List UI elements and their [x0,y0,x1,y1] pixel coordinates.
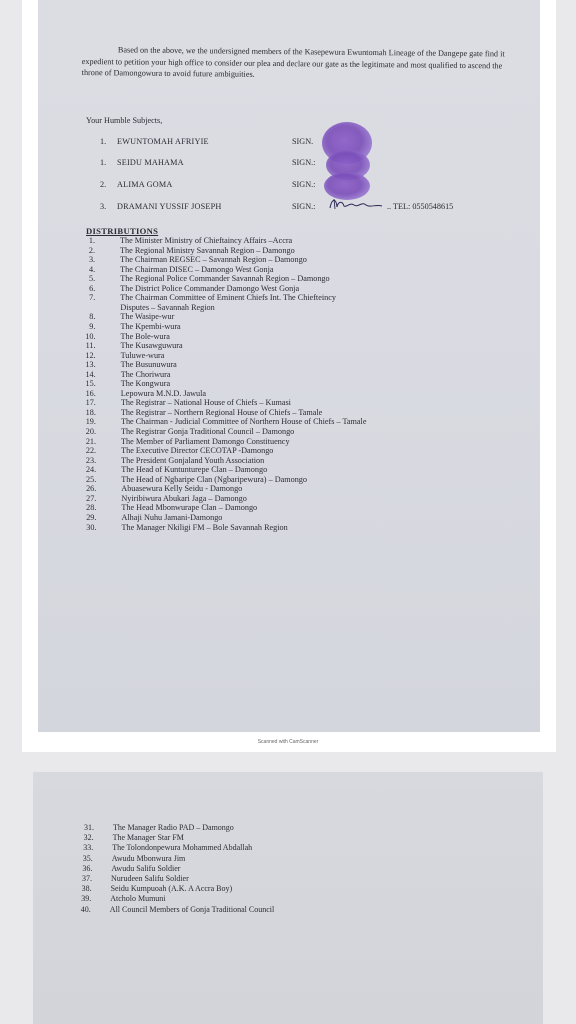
list-item-text: The Head Mbonwurape Clan – Damongo [121,503,258,513]
sign-label: SIGN.: [292,158,316,167]
list-item-text: The Manager Radio PAD – Damongo [113,823,234,832]
list-item-number: 2. [88,245,96,255]
list-item-number: 12. [85,350,96,360]
signatory-number: 2. [100,180,107,189]
list-item-number: 22. [85,446,97,456]
list-item-text: All Council Members of Gonja Traditional Council [109,904,275,914]
list-item-text: The Chairman REGSEC – Savannah Region – Damongo [120,255,307,265]
list-item-text: The Executive Director CECOTAP -Damongo [121,446,274,456]
telephone-number: .. TEL: 0550548615 [387,202,454,211]
list-item-text: The Registrar – National House of Chiefs – Kumasi [120,398,291,408]
list-item-text: The Head of Ngbaripe Clan (Ngbaripewura) – Damongo [121,474,307,484]
list-item-number: 33. [83,843,94,853]
list-item-number: 38. [81,884,92,894]
list-item-number: 20. [85,427,96,436]
list-item-number: 8. [89,312,96,322]
list-item-text: The Regional Police Commander Savannah Region – Damongo [120,274,330,284]
list-item-text: The Regional Ministry Savannah Region – Damongo [120,245,295,255]
list-item-number: 17. [85,398,96,408]
list-item-text: The Registrar – Northern Regional House of Chiefs – Tamale [120,407,323,417]
list-item-text: Awudu Salifu Soldier [111,863,181,873]
list-item-text: The Kusawguwura [120,341,183,351]
list-item-text: Atcholo Mumuni [110,894,166,904]
signatory-number: 3. [100,202,107,211]
list-item-number: 5. [89,274,96,284]
list-item-number: 27. [86,493,97,503]
list-item-text: The Wasipe-wur [120,312,175,322]
list-item-number: 31. [84,823,94,832]
signatory-row [0,180,576,192]
list-item-number: 36. [82,863,93,873]
list-item-number: 21. [85,436,97,446]
list-item-text: The Manager Nkiligi FM – Bole Savannah Region [121,522,288,532]
list-item-number: 3. [88,255,96,265]
list-item-number: 24. [85,465,97,475]
document-page-1 [38,0,540,732]
list-item-number: 37. [82,874,92,883]
list-item-text: Seidu Kumpuoah (A.K. A Accra Boy) [110,884,233,894]
list-item-number: 11. [85,341,96,351]
list-item-number: 6. [89,283,96,293]
list-item-text: Disputes – Savannah Region [120,302,215,312]
list-item-text: The Manager Star FM [112,833,184,843]
list-item-text: The Chairman Committee of Eminent Chiefs Int. The Chiefteincy [120,293,336,303]
list-item-number: 23. [85,455,97,465]
list-item-text: The Choriwura [120,369,171,379]
list-item-number: 13. [85,360,96,370]
signatory-name: DRAMANI YUSSIF JOSEPH [117,202,222,211]
list-item-text: Nurudeen Salifu Soldier [111,874,189,883]
signatory-row [0,202,576,214]
distributions-heading: DISTRIBUTIONS [86,226,159,236]
list-item-text: The Tolondonpewura Mohammed Abdallah [112,843,253,853]
list-item-text: The Chairman DISEC – Damongo West Gonja [120,264,274,274]
list-item-number: 28. [86,503,97,513]
list-item-number: 4. [89,264,96,274]
list-item-number: 25. [86,474,97,484]
list-item-text: The Head of Kuntunturepe Clan – Damongo [121,465,268,475]
list-item-number: 14. [85,369,96,379]
list-item-text: The Busunuwura [120,360,177,370]
signatory-name: SEIDU MAHAMA [117,158,184,167]
scanner-watermark: Scanned with CamScanner [257,739,319,745]
list-item-text: Tuluwe-wura [120,350,165,360]
list-item-text: Abuasewura Kelly Seidu - Damongo [121,484,243,494]
list-item-text: The Chairman - Judicial Committee of Northern House of Chiefs – Tamale [120,417,367,427]
list-item-number: 35. [82,853,93,863]
signatory-number: 1. [100,137,107,146]
list-item-number: 19. [85,417,96,427]
petition-paragraph: Based on the above, we the undersigned members of the Kasepewura Ewuntomah Lineage of the Dangepe gate find it expedient to petition your high office to consider our plea and declare our gate as the legitimate and most qualified to ascend the throne of Damongowura to avoid future ambiguities. [81,45,505,79]
signatory-name: EWUNTOMAH AFRIYIE [117,137,209,146]
list-item-number: 10. [85,331,96,341]
list-item-number: 7. [89,293,96,303]
list-item-text: The District Police Commander Damongo West Gonja [120,283,300,293]
list-item-number: 26. [86,484,97,494]
handwritten-signature-icon [328,196,384,212]
signatory-number: 1. [100,158,107,167]
list-item-text: The Registrar Gonja Traditional Council – Damongo [121,427,295,436]
signatory-row [0,137,576,149]
list-item-number: 15. [85,379,96,389]
salutation: Your Humble Subjects, [86,116,163,125]
list-item-text: The Kpembi-wura [120,321,181,331]
list-item-number: 16. [85,388,96,398]
list-item-text: The President Gonjaland Youth Association [121,455,265,465]
list-item-text: Nyiribiwura Abukari Jaga – Damongo [121,493,247,503]
list-item-text: The Bole-wura [120,331,170,341]
sign-label: SIGN. [292,137,314,146]
list-item-text: The Member of Parliament Damongo Constituency [121,436,290,446]
list-item-number: 1. [88,236,95,245]
sign-label: SIGN.: [292,202,316,211]
signatory-name: ALIMA GOMA [117,180,173,189]
list-item-text: The Kongwura [120,379,171,389]
list-item-text: The Minister Ministry of Chieftaincy Affairs –Accra [120,236,293,245]
list-item-text: Alhaji Nuhu Jamani-Damongo [121,512,223,522]
list-item-number: 30. [86,522,97,532]
list-item-text: Lepowura M.N.D. Jawula [120,388,207,398]
list-item-number: 9. [89,321,96,331]
list-item-number: 18. [85,407,96,417]
list-item-number: 39. [81,894,92,904]
list-item-number: 29. [86,512,97,522]
list-item-number: 32. [83,833,94,843]
signatory-row [0,158,576,170]
sign-label: SIGN.: [292,180,316,189]
list-item-text: Awudu Mbonwura Jim [111,853,186,863]
list-item-number: 40. [80,904,91,914]
